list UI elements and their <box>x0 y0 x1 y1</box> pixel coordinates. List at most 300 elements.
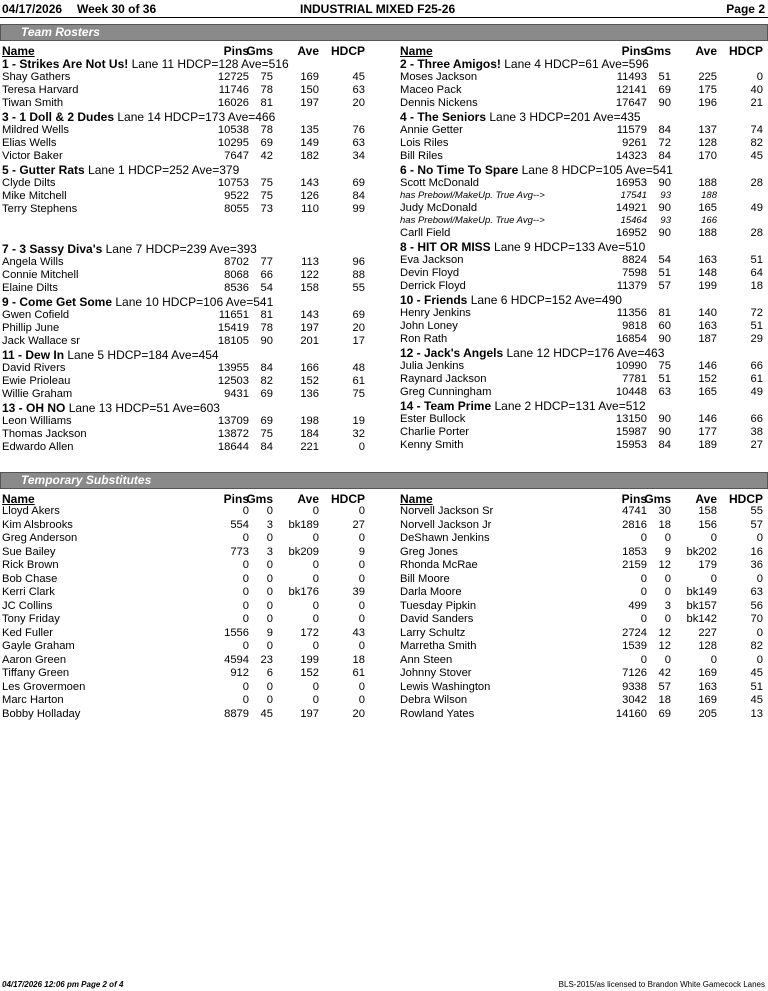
player-pins: 0 <box>242 586 249 598</box>
player-average: 146 <box>698 360 717 372</box>
player-name: has Prebowl/MakeUp. True Avg--> <box>400 190 545 201</box>
player-average: 146 <box>698 413 717 425</box>
week-label: Week 30 of 36 <box>77 2 157 16</box>
player-games: 78 <box>260 322 273 334</box>
player-name: Gwen Cofield <box>2 309 70 321</box>
player-pins: 9818 <box>622 320 647 332</box>
player-handicap: 48 <box>352 362 365 374</box>
player-row <box>400 360 768 373</box>
player-name: Lloyd Akers <box>2 505 60 517</box>
player-handicap: 49 <box>750 386 763 398</box>
player-name: John Loney <box>400 320 458 332</box>
player-handicap: 20 <box>352 97 365 109</box>
player-handicap: 0 <box>358 532 365 544</box>
player-pins: 18644 <box>217 441 249 453</box>
player-average: 156 <box>698 518 717 531</box>
player-name: Terry Stephens <box>2 203 78 215</box>
header-name: Name <box>400 492 433 506</box>
player-average: 205 <box>698 707 717 720</box>
player-pins: 18105 <box>217 335 249 347</box>
player-pins: 13955 <box>217 362 249 374</box>
player-games: 12 <box>658 626 671 639</box>
player-pins: 8824 <box>622 254 647 266</box>
player-games: 51 <box>658 71 671 83</box>
team-lane-info: Lane 6 HDCP=152 Ave=490 <box>470 293 622 307</box>
player-games: 93 <box>660 190 671 201</box>
player-games: 69 <box>658 707 671 720</box>
team-name: 10 - Friends <box>400 293 468 307</box>
player-games: 72 <box>658 137 671 149</box>
player-pins: 10538 <box>217 124 249 136</box>
player-average: 197 <box>300 707 319 720</box>
header-gms: Gms <box>246 492 273 506</box>
player-row <box>2 335 385 348</box>
team-lane-info: Lane 13 HDCP=51 Ave=603 <box>68 401 220 415</box>
player-row <box>2 190 385 203</box>
player-handicap: 63 <box>352 84 365 96</box>
player-row <box>400 654 768 668</box>
team-name: 14 - Team Prime <box>400 399 492 413</box>
player-handicap: 16 <box>750 545 763 558</box>
player-handicap: 45 <box>750 667 763 679</box>
player-pins: 15987 <box>615 426 647 438</box>
player-row <box>400 519 768 533</box>
player-pins: 0 <box>242 613 249 625</box>
player-name: Larry Schultz <box>400 626 466 639</box>
header-name: Name <box>400 44 433 58</box>
player-games: 51 <box>658 267 671 279</box>
player-average: 199 <box>300 653 319 666</box>
team-lane-info: Lane 9 HDCP=133 Ave=510 <box>494 240 646 254</box>
player-handicap: 61 <box>352 375 365 387</box>
player-handicap: 17 <box>352 335 365 347</box>
player-games: 84 <box>658 124 671 136</box>
player-games: 90 <box>658 202 671 214</box>
player-pins: 2816 <box>622 518 647 531</box>
player-row <box>2 84 385 97</box>
player-row <box>400 708 768 722</box>
player-name: Victor Baker <box>2 150 63 162</box>
player-row <box>2 375 385 388</box>
player-pins: 11746 <box>218 84 249 96</box>
player-games: 3 <box>664 599 671 612</box>
player-games: 75 <box>260 71 273 83</box>
player-row <box>2 694 385 708</box>
player-pins: 9431 <box>224 388 249 400</box>
player-handicap: 28 <box>750 177 763 189</box>
footer-license: BLS-2015/as licensed to Brandon White Gamecock Lanes <box>558 980 765 989</box>
player-pins: 7598 <box>622 267 647 279</box>
player-pins: 1853 <box>622 545 647 558</box>
player-average: 135 <box>300 124 319 136</box>
player-average: bk142 <box>686 613 717 625</box>
player-row <box>2 573 385 587</box>
player-average: 0 <box>312 572 319 585</box>
prebowl-note-row <box>400 190 768 202</box>
player-row <box>400 627 768 641</box>
player-average: 113 <box>301 256 319 268</box>
player-row <box>400 280 768 293</box>
player-pins: 0 <box>640 532 647 544</box>
player-row <box>2 640 385 654</box>
section-title: Team Rosters <box>21 25 100 39</box>
player-pins: 16952 <box>615 227 647 239</box>
player-average: 169 <box>300 71 319 83</box>
player-pins: 8702 <box>224 256 249 268</box>
player-row <box>400 546 768 560</box>
player-games: 3 <box>266 518 273 531</box>
player-handicap: 0 <box>358 559 365 571</box>
player-average: 197 <box>300 322 319 334</box>
player-handicap: 0 <box>756 626 763 639</box>
player-row <box>2 177 385 190</box>
player-average: bk202 <box>686 545 717 558</box>
player-name: Dennis Nickens <box>400 97 478 109</box>
player-average: 143 <box>300 177 319 189</box>
player-average: 189 <box>698 439 717 451</box>
player-handicap: 66 <box>750 413 763 425</box>
player-row <box>400 373 768 386</box>
player-average: 188 <box>701 190 717 201</box>
player-row <box>400 586 768 600</box>
player-pins: 8068 <box>224 269 249 281</box>
player-handicap: 0 <box>358 680 365 693</box>
player-pins: 0 <box>242 694 249 706</box>
player-average: bk149 <box>686 586 717 598</box>
column-header <box>400 492 768 505</box>
player-pins: 11579 <box>616 124 647 136</box>
player-handicap: 18 <box>750 280 763 292</box>
team-name: 8 - HIT OR MISS <box>400 240 491 254</box>
player-row <box>400 439 768 452</box>
player-name: Sue Bailey <box>2 545 56 558</box>
player-games: 84 <box>658 150 671 162</box>
player-handicap: 0 <box>358 441 365 453</box>
player-average: 0 <box>312 505 319 517</box>
player-handicap: 99 <box>352 203 365 215</box>
player-pins: 499 <box>628 599 647 612</box>
header-hdcp: HDCP <box>330 492 365 506</box>
player-games: 63 <box>658 386 671 398</box>
player-handicap: 88 <box>352 269 365 281</box>
player-row <box>2 124 385 137</box>
player-name: Ked Fuller <box>2 626 53 639</box>
team-heading <box>2 348 385 362</box>
player-row <box>400 426 768 439</box>
player-average: 0 <box>312 532 319 544</box>
player-average: 196 <box>698 97 717 109</box>
team-heading <box>2 401 385 415</box>
player-games: 90 <box>260 335 273 347</box>
team-heading <box>400 57 768 71</box>
player-average: 148 <box>698 267 717 279</box>
player-handicap: 0 <box>756 71 763 83</box>
player-average: 163 <box>698 680 717 693</box>
player-name: Raynard Jackson <box>400 373 487 385</box>
player-pins: 13872 <box>217 428 249 440</box>
player-row <box>400 413 768 426</box>
player-pins: 17541 <box>620 190 647 201</box>
player-handicap: 55 <box>352 282 365 294</box>
player-average: 197 <box>300 97 319 109</box>
player-handicap: 82 <box>750 137 763 149</box>
player-handicap: 0 <box>358 599 365 612</box>
player-games: 75 <box>260 190 273 202</box>
player-games: 84 <box>260 441 273 453</box>
player-name: Johnny Stover <box>400 667 472 679</box>
player-games: 51 <box>658 373 671 385</box>
player-handicap: 0 <box>358 572 365 585</box>
player-row <box>400 613 768 627</box>
team-name: 5 - Gutter Rats <box>2 163 85 177</box>
player-handicap: 18 <box>352 653 365 666</box>
player-games: 9 <box>664 545 671 558</box>
player-pins: 0 <box>640 586 647 598</box>
player-pins: 0 <box>242 559 249 571</box>
team-rosters-band <box>0 24 768 41</box>
player-games: 78 <box>260 84 273 96</box>
team-name: 6 - No Time To Spare <box>400 163 519 177</box>
player-pins: 10990 <box>615 360 647 372</box>
player-average: 140 <box>698 307 717 319</box>
player-games: 90 <box>658 227 671 239</box>
header-name: Name <box>2 492 35 506</box>
player-games: 0 <box>664 613 671 625</box>
player-handicap: 51 <box>750 254 763 266</box>
player-row <box>400 559 768 573</box>
player-average: 166 <box>300 362 319 374</box>
player-games: 30 <box>658 505 671 517</box>
player-handicap: 45 <box>352 71 365 83</box>
player-row <box>2 137 385 150</box>
player-games: 18 <box>658 694 671 706</box>
column-header <box>400 44 768 57</box>
player-pins: 1556 <box>224 626 249 639</box>
team-name: 2 - Three Amigos! <box>400 57 501 71</box>
player-pins: 12503 <box>217 375 249 387</box>
player-row <box>400 694 768 708</box>
player-average: 163 <box>698 254 717 266</box>
player-pins: 15464 <box>620 215 647 226</box>
player-name: David Sanders <box>400 613 474 625</box>
player-games: 66 <box>260 269 273 281</box>
player-row <box>2 613 385 627</box>
player-name: Bill Moore <box>400 572 450 585</box>
player-name: Thomas Jackson <box>2 428 87 440</box>
player-games: 45 <box>260 707 273 720</box>
player-pins: 0 <box>242 532 249 544</box>
player-average: bk176 <box>288 586 319 598</box>
player-name: JC Collins <box>2 599 53 612</box>
player-row <box>400 600 768 614</box>
player-average: 126 <box>300 190 319 202</box>
player-average: 179 <box>698 559 717 571</box>
player-name: Greg Cunningham <box>400 386 492 398</box>
header-gms: Gms <box>644 44 671 58</box>
player-games: 75 <box>260 428 273 440</box>
player-handicap: 29 <box>750 333 763 345</box>
player-row <box>400 320 768 333</box>
player-pins: 11379 <box>616 280 647 292</box>
player-pins: 11651 <box>218 309 249 321</box>
player-pins: 4741 <box>622 505 647 517</box>
player-name: Rowland Yates <box>400 707 475 720</box>
player-pins: 11356 <box>616 307 647 319</box>
player-average: 188 <box>698 177 717 189</box>
player-games: 0 <box>266 559 273 571</box>
player-handicap: 45 <box>750 694 763 706</box>
player-pins: 9261 <box>622 137 647 149</box>
player-handicap: 56 <box>750 599 763 612</box>
player-handicap: 0 <box>358 640 365 652</box>
player-average: 188 <box>698 227 717 239</box>
player-handicap: 38 <box>750 426 763 438</box>
player-row <box>2 600 385 614</box>
player-games: 82 <box>260 375 273 387</box>
player-average: 137 <box>698 124 717 136</box>
player-pins: 16026 <box>217 97 249 109</box>
player-average: 152 <box>300 375 319 387</box>
player-pins: 0 <box>242 640 249 652</box>
player-row <box>2 322 385 335</box>
player-games: 0 <box>266 613 273 625</box>
header-ave: Ave <box>695 492 717 506</box>
header-hdcp: HDCP <box>728 44 763 58</box>
team-heading <box>400 240 768 254</box>
player-name: Debra Wilson <box>400 694 468 706</box>
player-average: 165 <box>698 202 717 214</box>
player-name: Teresa Harvard <box>2 84 79 96</box>
player-name: Aaron Green <box>2 653 67 666</box>
player-games: 6 <box>266 667 273 679</box>
player-pins: 1539 <box>622 640 647 652</box>
team-name: 12 - Jack's Angels <box>400 346 504 360</box>
player-name: Angela Wills <box>2 256 64 268</box>
player-games: 90 <box>658 177 671 189</box>
player-name: Les Grovermoen <box>2 680 86 693</box>
player-average: 0 <box>312 613 319 625</box>
player-handicap: 28 <box>750 227 763 239</box>
player-pins: 2159 <box>622 559 647 571</box>
player-row <box>2 708 385 722</box>
player-games: 93 <box>660 215 671 226</box>
player-average: bk157 <box>686 599 717 612</box>
player-handicap: 96 <box>352 256 365 268</box>
player-pins: 16953 <box>615 177 647 189</box>
player-pins: 3042 <box>622 694 647 706</box>
player-handicap: 9 <box>358 545 365 558</box>
player-average: 128 <box>698 137 717 149</box>
player-average: 221 <box>300 441 319 453</box>
team-lane-info: Lane 14 HDCP=173 Ave=466 <box>117 110 276 124</box>
team-name: 11 - Dew In <box>2 348 65 362</box>
player-row <box>400 124 768 137</box>
player-row <box>400 71 768 84</box>
header-ave: Ave <box>297 44 319 58</box>
player-handicap: 0 <box>358 694 365 706</box>
player-average: 166 <box>701 215 717 226</box>
team-heading <box>400 163 768 177</box>
player-average: 177 <box>698 426 717 438</box>
player-row <box>400 532 768 546</box>
player-row <box>2 415 385 428</box>
team-name: 3 - 1 Doll & 2 Dudes <box>2 110 115 124</box>
player-row <box>2 282 385 295</box>
player-row <box>400 227 768 240</box>
player-name: Maceo Pack <box>400 84 462 96</box>
team-heading <box>400 399 768 413</box>
header-pins: Pins <box>223 44 249 58</box>
player-handicap: 45 <box>750 150 763 162</box>
player-name: Norvell Jackson Jr <box>400 518 492 531</box>
player-games: 0 <box>664 653 671 666</box>
player-name: Ann Steen <box>400 653 453 666</box>
team-heading <box>400 346 768 360</box>
player-games: 69 <box>658 84 671 96</box>
player-average: 225 <box>698 71 717 83</box>
subs-right-column <box>400 492 768 721</box>
player-row <box>400 386 768 399</box>
player-games: 57 <box>658 680 671 693</box>
player-average: 0 <box>312 559 319 571</box>
player-name: has Prebowl/MakeUp. True Avg--> <box>400 215 545 226</box>
player-name: Bobby Holladay <box>2 707 81 720</box>
footer-timestamp: 04/17/2026 12:06 pm Page 2 of 4 <box>2 980 124 989</box>
team-lane-info: Lane 1 HDCP=252 Ave=379 <box>88 163 240 177</box>
player-handicap: 66 <box>750 360 763 372</box>
prebowl-note-row <box>400 215 768 227</box>
player-handicap: 21 <box>750 97 763 109</box>
player-row <box>2 441 385 454</box>
player-pins: 9338 <box>622 680 647 693</box>
player-games: 90 <box>658 413 671 425</box>
player-pins: 11493 <box>616 71 647 83</box>
team-name: 13 - OH NO <box>2 401 66 415</box>
player-handicap: 51 <box>750 320 763 332</box>
player-pins: 8055 <box>224 203 249 215</box>
player-row <box>400 267 768 280</box>
player-handicap: 0 <box>756 572 763 585</box>
header-ave: Ave <box>695 44 717 58</box>
player-row <box>2 256 385 269</box>
player-average: 169 <box>698 667 717 679</box>
player-average: 199 <box>698 280 717 292</box>
player-games: 12 <box>658 559 671 571</box>
team-name: 9 - Come Get Some <box>2 295 113 309</box>
player-row <box>2 150 385 163</box>
subs-left-column <box>2 492 385 721</box>
player-games: 90 <box>658 426 671 438</box>
team-lane-info: Lane 10 HDCP=106 Ave=541 <box>115 295 274 309</box>
player-pins: 12725 <box>217 71 249 83</box>
player-pins: 10448 <box>615 386 647 398</box>
player-row <box>2 71 385 84</box>
player-name: Ewie Prioleau <box>2 375 71 387</box>
player-games: 0 <box>266 680 273 693</box>
player-average: 110 <box>301 203 319 215</box>
player-average: 158 <box>698 505 717 517</box>
header-pins: Pins <box>223 492 249 506</box>
team-lane-info: Lane 7 HDCP=239 Ave=393 <box>105 242 257 256</box>
player-name: Ester Bullock <box>400 413 466 425</box>
player-name: Gayle Graham <box>2 640 75 652</box>
player-pins: 0 <box>242 505 249 517</box>
player-name: Leon Williams <box>2 415 72 427</box>
player-name: Clyde Dilts <box>2 177 56 189</box>
player-handicap: 20 <box>352 322 365 334</box>
player-average: 163 <box>698 320 717 332</box>
player-name: David Rivers <box>2 362 66 374</box>
